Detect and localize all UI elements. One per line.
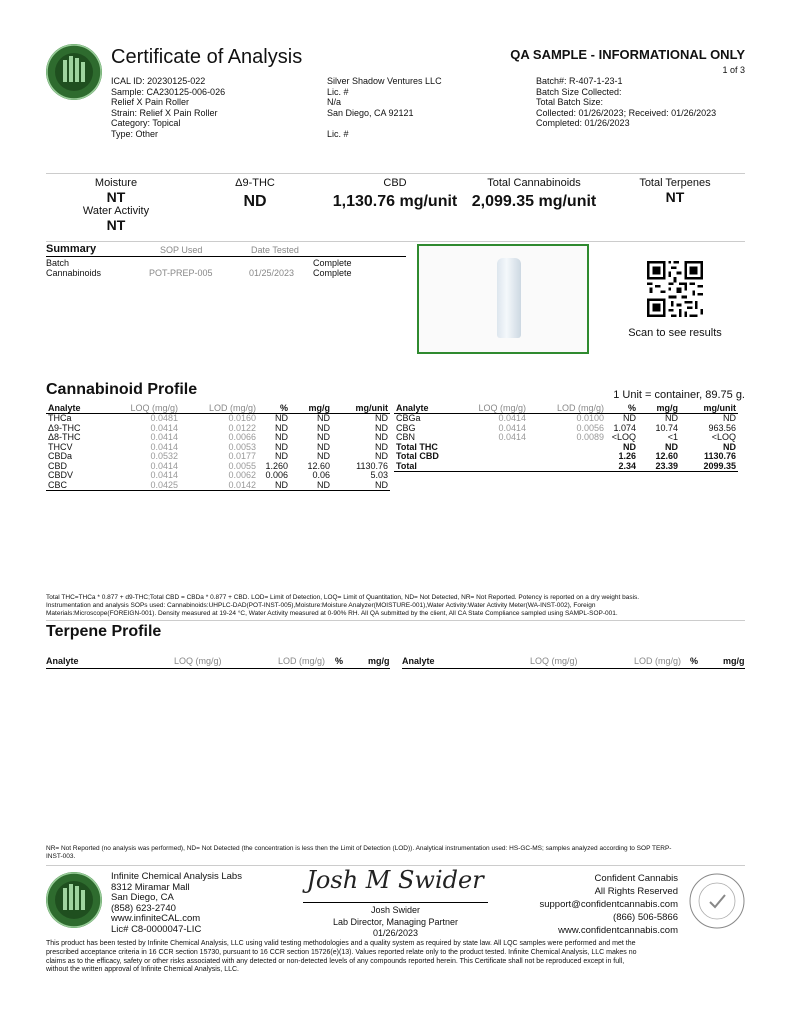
page-title: Certificate of Analysis <box>111 46 303 68</box>
cannabinoid-profile-title: Cannabinoid Profile <box>46 381 198 398</box>
analyte-cell: CBDV <box>48 470 74 480</box>
table-row <box>394 414 738 424</box>
client-info: Silver Shadow Ventures LLC Lic. # N/a San Diego, CA 92121 Lic. # <box>327 76 442 139</box>
value-cell: ND <box>623 441 636 452</box>
page-number: 1 of 3 <box>722 65 745 75</box>
value-cell: 0.0142 <box>180 481 258 491</box>
value-cell: ND <box>623 413 636 423</box>
value-cell: 963.56 <box>708 422 736 433</box>
terpene-header-right: Analyte LOQ (mg/g) LOD (mg/g) % mg/g <box>402 656 745 669</box>
analyte-cell: Total THC <box>396 441 438 452</box>
value-cell: 1.074 <box>613 422 636 433</box>
table-row <box>46 462 390 472</box>
value-cell: 23.39 <box>638 462 680 472</box>
table-row <box>46 433 390 443</box>
value-cell: <LOQ <box>611 432 636 442</box>
table-row <box>46 471 390 481</box>
value-cell: ND <box>317 422 330 433</box>
value-cell: ND <box>375 422 388 433</box>
value-cell: 0.0100 <box>576 413 604 423</box>
qr-caption: Scan to see results <box>628 327 722 339</box>
value-cell: ND <box>723 413 736 423</box>
disclaimer: This product has been tested by Infinite Chemical Analysis, LLC using valid testing methodologies and a quality system as required by state law. All LQC samples were performed and met the prescribed acceptance criteria in 16 CCR section 15730, pursuant to 16 CCR section 15726(e)(13). Values reported relate only to the product tested. Infinite Chemical Analysis, LLC makes no claims as to the efficacy, safety or other risks associated with any detected or non-detected levels of any compounds reported herein. This Certificate shall not be reproduced except in full, without the written approval of Infinite Chemical Analysis, LLC. <box>46 940 637 974</box>
value-cell <box>448 443 528 453</box>
value-cell: ND <box>375 432 388 442</box>
value-cell: 0.0177 <box>228 451 256 461</box>
analyte-cell: CBDa <box>48 451 73 461</box>
value-cell: ND <box>275 413 288 423</box>
batch-info: Batch#: R-407-1-23-1 Batch Size Collected: Total Batch Size: Collected: 01/26/2023; Received: 01/26/2023 Completed: 01/26/2023 <box>536 76 717 128</box>
value-cell: 12.60 <box>655 451 678 461</box>
value-cell: 0.0053 <box>228 441 256 452</box>
sample-info: ICAL ID: 20230125-022 Sample: CA230125-006-026 Relief X Pain Roller Strain: Relief X Pain Roller Category: Topical Type: Other <box>111 76 226 139</box>
summary-col-sop: SOP Used <box>160 245 203 255</box>
value-cell: ND <box>290 481 332 491</box>
value-cell <box>448 452 528 462</box>
value-cell: 0.0532 <box>150 451 178 461</box>
value-cell: 0.0055 <box>228 460 256 471</box>
value-cell: 0.0414 <box>150 460 178 471</box>
value-cell: <1 <box>667 432 678 442</box>
value-cell: 0.0414 <box>150 422 178 433</box>
value-cell: ND <box>317 441 330 452</box>
value-cell: ND <box>275 422 288 433</box>
table-row <box>46 424 390 434</box>
value-cell: ND <box>665 413 678 423</box>
terpene-profile-title: Terpene Profile <box>46 623 162 640</box>
table-row <box>394 424 738 434</box>
value-cell <box>528 452 606 462</box>
value-cell: 1.26 <box>618 451 636 461</box>
value-cell: 0.0481 <box>150 413 178 423</box>
total-terpenes-stat: Total Terpenes NT <box>639 177 711 205</box>
value-cell: 12.60 <box>307 460 330 471</box>
qa-notice: QA SAMPLE - INFORMATIONAL ONLY <box>510 47 745 62</box>
value-cell: <LOQ <box>711 432 736 442</box>
table-row <box>394 433 738 443</box>
value-cell: 0.0160 <box>228 413 256 423</box>
signature-script: Josh M Swider <box>306 866 484 894</box>
value-cell: 0.0056 <box>576 422 604 433</box>
qr-code[interactable] <box>647 261 703 317</box>
value-cell: ND <box>275 441 288 452</box>
analyte-cell: CBN <box>396 432 416 442</box>
cannabinoid-table-left: Analyte LOQ (mg/g) LOD (mg/g) % mg/g mg/unit THCa 0.0481 0.0160 ND ND ND Δ9-THC 0.0414 0.0122 ND ND ND Δ8-THC 0.0414 0.0066 ND ND ND THCV 0.0414 0.0053 ND ND ND CBDa 0.0532 0.0177 ND ND ND CBD 0.0414 0.0055 1.260 12.60 1130.76 CBDV 0.0414 0.0062 0.006 0.06 5.03 CBC 0.0425 0.0142 ND ND ND <box>48 403 388 490</box>
value-cell <box>528 462 606 472</box>
analyte-cell: Δ8-THC <box>48 432 81 442</box>
footer-lab-logo <box>46 872 102 928</box>
value-cell: 5.03 <box>370 470 388 480</box>
value-cell: 0.0414 <box>150 441 178 452</box>
table-row <box>46 452 390 462</box>
value-cell: 0.0414 <box>150 432 178 442</box>
total-cannabinoids-stat: Total Cannabinoids 2,099.35 mg/unit <box>471 177 597 210</box>
confident-seal-icon <box>688 872 746 930</box>
lab-logo <box>46 44 102 100</box>
value-cell: ND <box>258 481 290 491</box>
table-row <box>46 481 390 491</box>
value-cell: ND <box>375 451 388 461</box>
value-cell: ND <box>317 413 330 423</box>
value-cell: ND <box>317 451 330 461</box>
analyte-cell: CBG <box>396 422 416 433</box>
cannabinoid-table-right: Analyte LOQ (mg/g) LOD (mg/g) % mg/g mg/unit CBGa 0.0414 0.0100 ND ND ND CBG 0.0414 0.0056 1.074 10.74 963.56 CBN 0.0414 0.0089 <LOQ <1 <LOQ Total THC ND ND ND Total CBD 1.26 12.60 1130.76 Total 2.34 23.39 2099.35 <box>396 403 736 471</box>
value-cell: 0.0089 <box>576 432 604 442</box>
table-row <box>46 443 390 453</box>
value-cell: ND <box>723 441 736 452</box>
confident-contact: Confident Cannabis All Rights Reserved support@confidentcannabis.com (866) 506-5866 www.confidentcannabis.com <box>539 873 678 936</box>
value-cell: 1130.76 <box>356 460 388 471</box>
value-cell: 1130.76 <box>703 451 736 461</box>
product-photo <box>417 244 589 354</box>
analyte-cell: CBD <box>48 460 68 471</box>
value-cell <box>448 462 528 472</box>
d9-thc-stat: Δ9-THC ND <box>235 177 275 210</box>
value-cell: 0.0414 <box>498 413 526 423</box>
value-cell: 0.06 <box>312 470 330 480</box>
analyte-cell: Total <box>394 462 448 472</box>
value-cell: ND <box>275 451 288 461</box>
value-cell: 0.0414 <box>498 432 526 442</box>
value-cell: ND <box>665 441 678 452</box>
value-cell: ND <box>375 441 388 452</box>
summary-title: Summary <box>46 243 97 255</box>
analyte-cell: THCa <box>48 413 72 423</box>
analyte-cell: Δ9-THC <box>48 422 81 433</box>
lab-contact: Infinite Chemical Analysis Labs 8312 Miramar Mall San Diego, CA (858) 623-2740 www.infiniteCAL.com Lic# C8-0000047-LIC <box>111 871 242 935</box>
value-cell: ND <box>275 432 288 442</box>
value-cell: 0.0122 <box>228 422 256 433</box>
value-cell: 2099.35 <box>680 462 738 472</box>
analyte-cell: THCV <box>48 441 73 452</box>
value-cell: 0.0066 <box>228 432 256 442</box>
value-cell: 0.0425 <box>100 481 180 491</box>
moisture-stat: Moisture NT Water Activity NT <box>82 177 150 233</box>
table-row <box>394 443 738 453</box>
signatory: Josh Swider Lab Director, Managing Partner 01/26/2023 <box>332 905 459 938</box>
value-cell: ND <box>375 413 388 423</box>
summary-row: Batch Complete Cannabinoids POT-PREP-005 01/25/2023 Complete <box>46 258 352 278</box>
value-cell: ND <box>317 432 330 442</box>
analyte-cell: CBC <box>46 481 100 491</box>
analyte-cell: Total CBD <box>396 451 439 461</box>
value-cell: 0.0414 <box>150 470 178 480</box>
value-cell: 10.74 <box>655 422 678 433</box>
value-cell: 0.0062 <box>228 470 256 480</box>
value-cell: 0.006 <box>265 470 288 480</box>
value-cell: 2.34 <box>606 462 638 472</box>
value-cell: 0.0414 <box>498 422 526 433</box>
analyte-cell: CBGa <box>396 413 421 423</box>
value-cell: ND <box>332 481 390 491</box>
terpene-notes: NR= Not Reported (no analysis was performed), ND= Not Detected (the concentration is less then the Limit of Detection (LOD)). Analytical instrumentation used: HS-GC-MS; samples analyzed according to SOP TERP- INST-003. <box>46 845 672 860</box>
cannabinoid-notes: Total THC=THCa * 0.877 + d9-THC;Total CBD = CBDa * 0.877 + CBD. LOD= Limit of Detection, LOQ= Limit of Quantitation, ND= Not Detected, NR= Not Reported. Potency is reported on a dry weight basis. Instrumentation and analysis SOPs used: Cannabinoids:UHPLC-DAD(POT-INST-005),Moisture:Moisture Analyzer(MOISTURE-001),Water Activity:Water Activity Meter(WA-INST-002), Foreign Materials:Microscope(FOREIGN-001). Density measured at 19-24 °C, Water Activity measured at 0-90% RH. All QA submitted by the client, All CA State Compliance sampled using SAMPL-SOP-001. <box>46 594 640 617</box>
summary-col-date: Date Tested <box>251 245 299 255</box>
terpene-header-left: Analyte LOQ (mg/g) LOD (mg/g) % mg/g <box>46 656 390 669</box>
value-cell: 1.260 <box>265 460 288 471</box>
unit-note: 1 Unit = container, 89.75 g. <box>613 389 745 401</box>
table-row <box>394 452 738 462</box>
table-row <box>394 462 738 472</box>
table-row <box>46 414 390 424</box>
cbd-stat: CBD 1,130.76 mg/unit <box>332 177 458 210</box>
value-cell <box>528 443 606 453</box>
